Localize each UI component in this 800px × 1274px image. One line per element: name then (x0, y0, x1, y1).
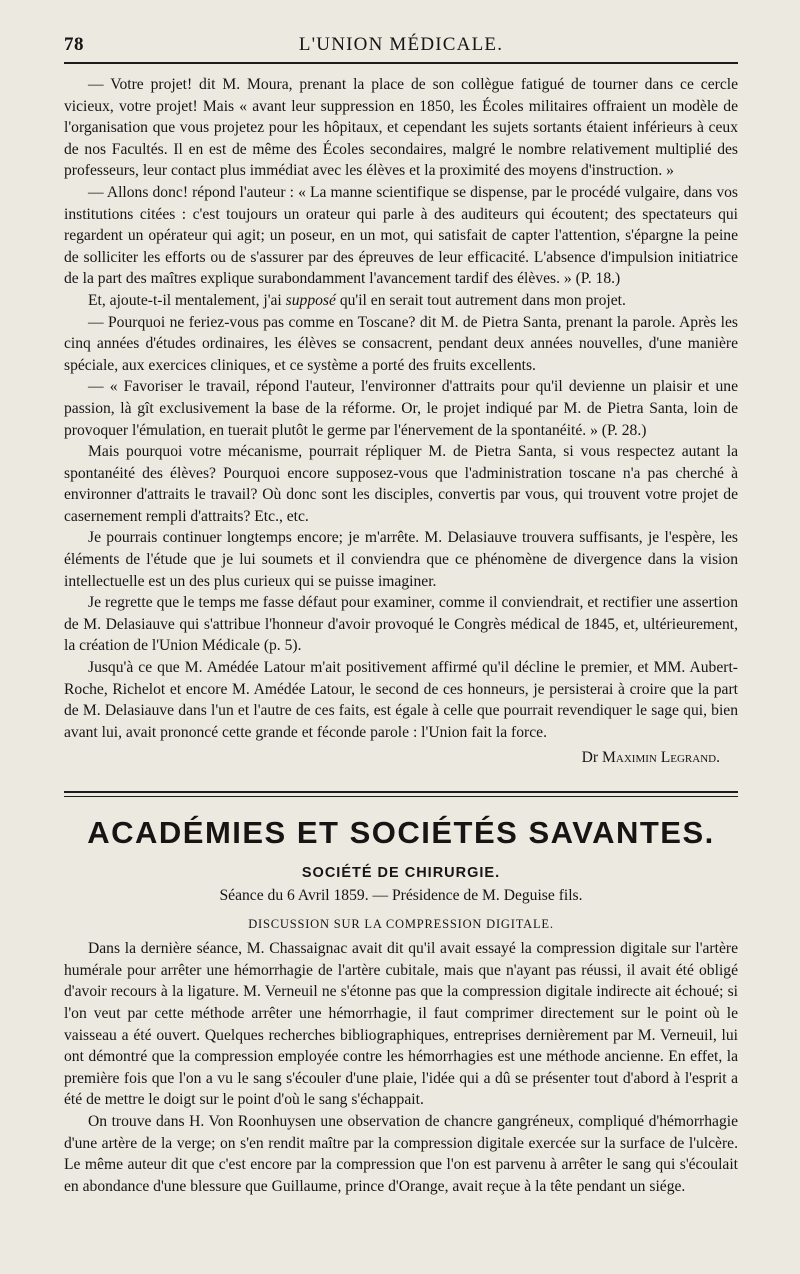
paragraph: — Pourquoi ne feriez-vous pas comme en Toscane? dit M. de Pietra Santa, prenant la parole. Après les cinq années d'études ordinaires, les élèves se consacrent, pendant deux années nouvelles, d'une manière spéciale, aux exercices cliniques, et ce système a porté des fruits excellents. (64, 313, 738, 374)
header-rule (64, 62, 738, 64)
paragraph-text: qu'il en serait tout autrement dans mon projet. (335, 291, 626, 309)
session-line: Séance du 6 Avril 1859. — Présidence de M. Deguise fils. (219, 887, 583, 905)
society-heading: SOCIÉTÉ DE CHIRURGIE. (301, 865, 501, 882)
section-divider (64, 791, 738, 797)
section-title: ACADÉMIES ET SOCIÉTÉS SAVANTES. (87, 815, 715, 851)
paragraph: On trouve dans H. Von Roonhuysen une observation de chancre gangréneux, compliqué d'hémorrhagie d'une artère de la verge; on s'en rendit maître par la compression digitale exercée sur la surface de l'ulcère. Le même auteur dit que c'est encore par la compression que l'on est parvenu à arrêter le sang qui s'écoulait en abondance d'une blessure que Guillaume, prince d'Orange, avait reçue à la tête pendant un siége. (64, 1112, 738, 1195)
paragraph-text: Et, ajoute-t-il mentalement, j'ai (88, 291, 286, 309)
running-head (64, 28, 738, 58)
paragraph: Jusqu'à ce que M. Amédée Latour m'ait positivement affirmé qu'il décline le premier, et MM. Aubert-Roche, Richelot et encore M. Amédée Latour, le second de ces honneurs, je persisterai à croire que la part de M. Delasiauve dans l'un et l'autre de ces faits, est égale à celle que pourrait revendiquer le sage qui, bien avant lui, avait prononcé cette grande et féconde parole : l'Union fait la force. (64, 659, 738, 741)
article-body (64, 74, 738, 769)
paragraph: Je pourrais continuer longtemps encore; je m'arrête. M. Delasiauve trouvera suffisants, je l'espère, les éléments de l'étude que je lui soumets et il conviendra que ce phénomène de divergence dans la vision intellectuelle est un des plus curieux qui se puisse imaginer. (64, 529, 738, 590)
paragraph: Mais pourquoi votre mécanisme, pourrait répliquer M. de Pietra Santa, si vous respectez autant la spontanéité des élèves? Pourquoi encore supposez-vous que l'administration toscane n'a pas cherché à environner d'attraits le travail? Où donc sont les disciples, convertis par vous, qui trouvent votre projet de casernement rempli d'attraits? Etc., etc. (64, 443, 738, 525)
section-body (64, 938, 738, 1197)
discussion-heading: DISCUSSION SUR LA COMPRESSION DIGITALE. (248, 917, 554, 932)
emphasis-text: supposé (285, 291, 336, 309)
paragraph (64, 290, 738, 312)
paragraph: Je regrette que le temps me fasse défaut pour examiner, comme il conviendrait, et rectifier une assertion de M. Delasiauve qui s'attribue l'honneur d'avoir provoqué le Congrès médical de 1845, et, ultérieurement, la création de l'Union Médicale (p. 5). (64, 594, 738, 655)
page-number: 78 (64, 34, 84, 55)
signature-prefix: Dr (581, 749, 603, 767)
author-name: Maximin Legrand. (602, 749, 720, 767)
paragraph: — Votre projet! dit M. Moura, prenant la place de son collègue fatigué de tourner dans ce cercle vicieux, votre projet! Mais « avant leur suppression en 1850, les Écoles militaires offraient un modèle de l'organisation que vous projetez pour les hôpitaux, et cependant les sujets sortants étaient inférieurs à ceux de nos Facultés. Il en est de même des Écoles secondaires, malgré le nombre relativement multiplié des professeurs, leur contact plus immédiat avec les élèves et la proximité des moyens d'instruction. » (64, 76, 738, 180)
signature (64, 747, 720, 769)
paragraph: — Allons donc! répond l'auteur : « La manne scientifique se dispense, par le procédé vulgaire, dans vos institutions citées : c'est toujours un orateur qui parle à des auditeurs qui écoutent; des spectateurs qui regardent un opérateur qui agit; un poseur, en un mot, qui satisfait de capter l'attention, s'épargne la peine de solliciter les efforts ou de s'assurer par des épreuves de leur efficacité. L'absence d'impulsion initiatrice de la part des maîtres explique surabondamment l'avancement tardif des élèves. » (P. 18.) (64, 183, 738, 288)
running-title: L'UNION MÉDICALE. (298, 34, 504, 55)
paragraph: Dans la dernière séance, M. Chassaignac avait dit qu'il avait essayé la compression digitale sur l'artère humérale pour arrêter une hémorrhagie de l'artère cubitale, mais que n'ayant pas réussi, il avait été obligé d'avoir recours à la ligature. M. Verneuil ne s'étonne pas que la compression digitale indirecte ait échoué; si l'on veut par cette méthode arrêter une hémorrhagie, il faut comprimer directement sur le point où le vaisseau a été ouvert. Quelques recherches bibliographiques, entreprises dernièrement par M. Verneuil, lui ont démontré que la compression employée contre les hémorrhagies est une méthode ancienne. En effet, la première fois que l'on a vu le sang s'écouler d'une plaie, l'idée qui a dû se présenter tout d'abord à l'esprit a été de mettre le doigt sur le point d'où le sang s'échappait. (64, 940, 738, 1109)
paragraph: — « Favoriser le travail, répond l'auteur, l'environner d'attraits pour qu'il devienne un plaisir et une passion, là gît exclusivement la base de la réforme. Or, le projet indiqué par M. de Pietra Santa, loin de provoquer l'émulation, en tuerait plutôt le germe par l'énervement de la spontanéité. » (P. 28.) (64, 378, 738, 439)
